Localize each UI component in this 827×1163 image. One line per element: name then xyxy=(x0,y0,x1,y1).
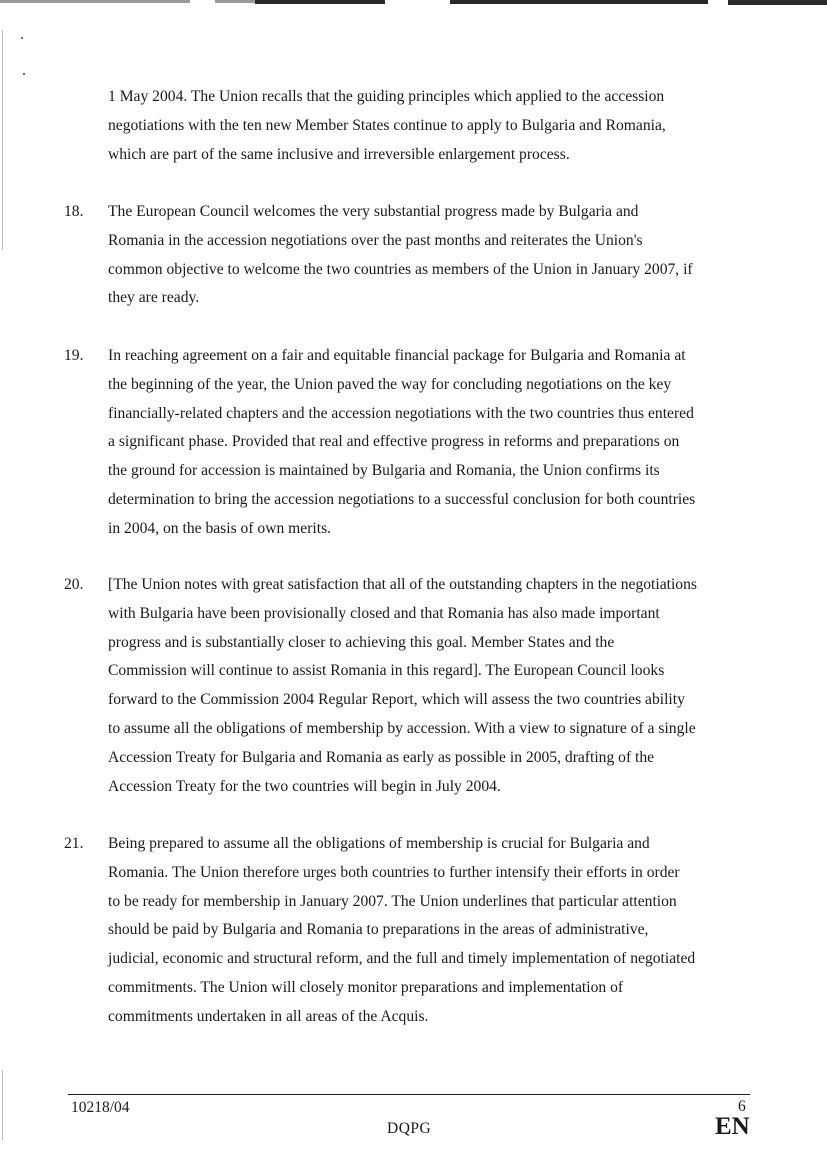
paragraph-number: 18. xyxy=(64,203,84,220)
paragraph-line: 1 May 2004. The Union recalls that the guiding principles which applied to the accession xyxy=(108,88,665,105)
paragraph-line: [The Union notes with great satisfaction that all of the outstanding chapters in the negotiations xyxy=(108,576,697,593)
scan-speck xyxy=(23,73,25,75)
scan-left-edge xyxy=(2,30,3,250)
paragraph-line: the beginning of the year, the Union paved the way for concluding negotiations on the key xyxy=(108,375,672,393)
paragraph-line: forward to the Commission 2004 Regular Report, which will assess the two countries ability xyxy=(108,691,685,709)
paragraph-line: to be ready for membership in January 2007. The Union underlines that particular attention xyxy=(108,892,677,910)
paragraph-line: should be paid by Bulgaria and Romania to preparations in the areas of administrative, xyxy=(108,921,649,939)
footer-document-code: 10218/04 xyxy=(71,1099,130,1116)
footer-page-number: 6 xyxy=(738,1098,746,1115)
paragraph-line: commitments undertaken in all areas of the Acquis. xyxy=(108,1007,429,1025)
paragraph-line: Accession Treaty for the two countries will begin in July 2004. xyxy=(108,777,501,795)
paragraph-number: 21. xyxy=(64,835,84,852)
paragraph-line: Romania. The Union therefore urges both countries to further intensify their efforts in order xyxy=(108,863,680,881)
paragraph-number: 19. xyxy=(64,347,84,364)
paragraph-line: judicial, economic and structural reform, and the full and timely implementation of negotiated xyxy=(108,950,696,968)
paragraph-line: commitments. The Union will closely monitor preparations and implementation of xyxy=(108,978,624,996)
paragraph-line: In reaching agreement on a fair and equitable financial package for Bulgaria and Romania at xyxy=(108,347,686,364)
paragraph-number: 20. xyxy=(64,576,84,593)
paragraph-line: in 2004, on the basis of own merits. xyxy=(108,519,332,537)
footer-language: EN xyxy=(715,1113,750,1140)
paragraph-line: Accession Treaty for Bulgaria and Romania as early as possible in 2005, drafting of the xyxy=(108,748,655,766)
paragraph-line: to assume all the obligations of membership by accession. With a view to signature of a single xyxy=(108,719,696,737)
paragraph-line: determination to bring the accession negotiations to a successful conclusion for both countries xyxy=(108,490,696,508)
paragraph-line: Commission will continue to assist Romania in this regard]. The European Council looks xyxy=(108,662,665,680)
paragraph-line: they are ready. xyxy=(108,289,200,307)
paragraph-line: the ground for accession is maintained by Bulgaria and Romania, the Union confirms its xyxy=(108,462,660,480)
paragraph-line: Romania in the accession negotiations over the past months and reiterates the Union's xyxy=(108,231,643,249)
paragraph-line: common objective to welcome the two countries as members of the Union in January 2007, if xyxy=(108,260,693,278)
paragraph-line: negotiations with the ten new Member States continue to apply to Bulgaria and Romania, xyxy=(108,116,666,134)
paragraph-line: Being prepared to assume all the obligations of membership is crucial for Bulgaria and xyxy=(108,835,650,852)
paragraph-19 xyxy=(108,342,753,544)
scan-left-edge-lower xyxy=(2,1070,3,1140)
scan-top-artifact xyxy=(0,0,827,8)
paragraph-line: The European Council welcomes the very substantial progress made by Bulgaria and xyxy=(108,203,639,220)
scan-speck xyxy=(21,37,23,39)
paragraph-line: financially-related chapters and the accession negotiations with the two countries thus entered xyxy=(108,404,694,422)
paragraph-line: progress and is substantially closer to achieving this goal. Member States and the xyxy=(108,633,615,651)
paragraph-18 xyxy=(108,198,753,313)
paragraph-line: a significant phase. Provided that real and effective progress in reforms and preparations on xyxy=(108,433,680,451)
footer-rule xyxy=(68,1094,750,1095)
paragraph-21 xyxy=(108,830,753,1032)
paragraph-line: which are part of the same inclusive and irreversible enlargement process. xyxy=(108,145,570,163)
footer-department: DQPG xyxy=(387,1120,432,1137)
paragraph-line: with Bulgaria have been provisionally closed and that Romania has also made important xyxy=(108,604,660,622)
paragraph-continuation xyxy=(108,83,753,169)
paragraph-20 xyxy=(108,571,753,801)
